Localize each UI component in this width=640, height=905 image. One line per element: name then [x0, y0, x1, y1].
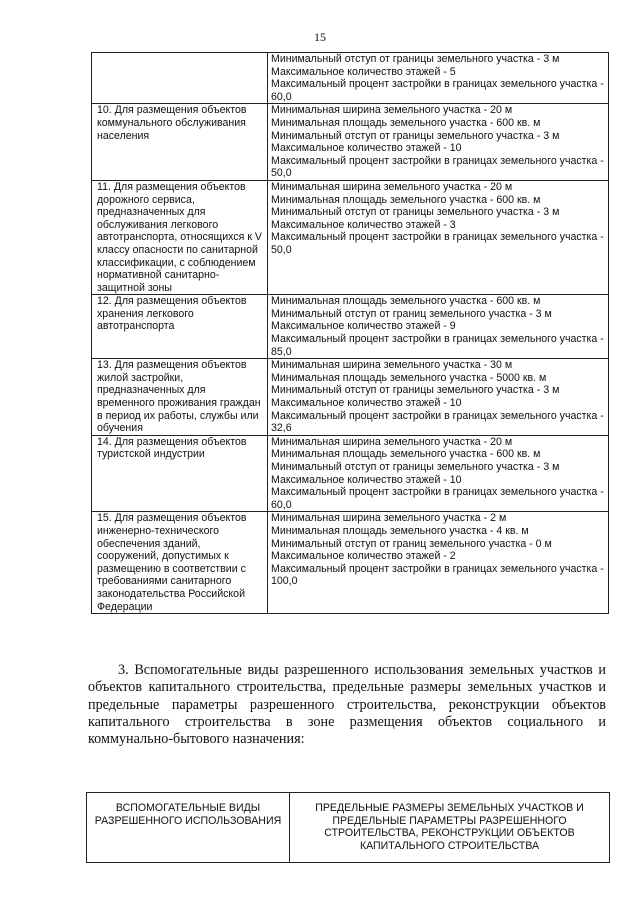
category-cell — [92, 180, 268, 294]
parameter-line: Максимальный процент застройки в границах земельного участка - 50,0 — [271, 154, 604, 180]
table-row — [92, 512, 609, 614]
parameter-line: Максимальный процент застройки в границах земельного участка - 85,0 — [271, 333, 604, 358]
category-text: 12. Для размещения объектов хранения легкового автотранспорта — [97, 295, 247, 333]
parameter-line: Минимальная ширина земельного участка - 20 м — [271, 104, 513, 117]
parameters-cell — [268, 180, 609, 294]
auxiliary-uses-header-table — [86, 792, 610, 863]
category-cell — [92, 512, 268, 614]
parameter-line: Максимальное количество этажей - 2 — [271, 550, 456, 563]
parameter-line: Минимальный отступ от границы земельного участка - 3 м — [271, 129, 560, 142]
page-number: 15 — [314, 30, 326, 44]
header-row — [87, 793, 610, 863]
parameter-line: Минимальная площадь земельного участка - 600 кв. м — [271, 448, 541, 461]
parameter-line: Минимальная площадь земельного участка - 600 кв. м — [271, 193, 541, 206]
parameter-line: Минимальная ширина земельного участка - 20 м — [271, 435, 513, 448]
table-row-continued — [92, 53, 609, 104]
category-cell — [92, 295, 268, 359]
parameter-line: Минимальный отступ от границ земельного участка - 3 м — [271, 307, 552, 320]
parameter-line: Минимальный отступ от границы земельного участка - 3 м — [271, 384, 560, 397]
parameter-line: Максимальный процент застройки в границах земельного участка - 32,6 — [271, 409, 604, 435]
parameter-line: Максимальное количество этажей - 10 — [271, 473, 462, 486]
table-row — [92, 359, 609, 436]
section-3-paragraph: 3. Вспомогательные виды разрешенного использования земельных участков и объектов капитального строительства, предельные размеры земельных участков и предельные параметры разрешенного строительства, реконструкции объектов капитального строительства в зоне размещения объектов социального и коммунально-бытового назначения: — [88, 662, 606, 748]
parameter-line: Максимальное количество этажей - 9 — [271, 320, 456, 333]
parameter-line: Максимальный процент застройки в границах земельного участка - 60,0 — [271, 78, 604, 103]
parameters-cell — [268, 295, 609, 359]
parameter-line: Минимальная ширина земельного участка - 30 м — [271, 359, 513, 372]
category-text: 14. Для размещения объектов туристской индустрии — [97, 435, 247, 461]
parameters-cell — [268, 104, 609, 181]
table-row — [92, 180, 609, 294]
header-limit-parameters: ПРЕДЕЛЬНЫЕ РАЗМЕРЫ ЗЕМЕЛЬНЫХ УЧАСТКОВ И ПРЕДЕЛЬНЫЕ ПАРАМЕТРЫ РАЗРЕШЕННОГО СТРОИТЕЛЬСТВА, РЕКОНСТРУКЦИИ ОБЪЕКТОВ КАПИТАЛЬНОГО СТРОИТЕЛЬСТВА — [290, 793, 610, 863]
parameter-line: Минимальная ширина земельного участка - 20 м — [271, 180, 513, 193]
parameter-line: Минимальная площадь земельного участка - 4 кв. м — [271, 524, 529, 537]
category-cell — [92, 359, 268, 436]
parameter-line: Минимальная ширина земельного участка - 2 м — [271, 512, 507, 525]
header-auxiliary-uses: ВСПОМОГАТЕЛЬНЫЕ ВИДЫ РАЗРЕШЕННОГО ИСПОЛЬЗОВАНИЯ — [87, 793, 290, 863]
land-use-parameters-table — [91, 52, 609, 614]
table-row — [92, 435, 609, 512]
parameter-line: Минимальная площадь земельного участка - 600 кв. м — [271, 295, 541, 308]
spacer — [271, 269, 606, 282]
spacer — [271, 282, 606, 295]
table-row — [92, 104, 609, 181]
parameter-line: Минимальный отступ от границы земельного участка - 3 м — [271, 461, 560, 473]
parameter-line: Минимальный отступ от границы земельного участка - 3 м — [271, 53, 560, 65]
parameter-line: Минимальная площадь земельного участка - 600 кв. м — [271, 116, 541, 129]
spacer — [271, 257, 606, 270]
parameter-line: Минимальный отступ от границы земельного участка - 3 м — [271, 206, 560, 219]
category-text: 10. Для размещения объектов коммунального обслуживания населения — [97, 104, 247, 142]
parameter-line: Минимальный отступ от границ земельного участка - 0 м — [271, 537, 552, 550]
category-cell — [92, 104, 268, 181]
category-text: 15. Для размещения объектов инженерно-технического обеспечения зданий, сооружений, допустимых к размещению в соответствии с требованиями санитарного законодательства Российской Федерации — [97, 512, 247, 613]
parameter-line: Максимальное количество этажей - 5 — [271, 65, 456, 78]
parameter-line: Минимальная площадь земельного участка - 5000 кв. м — [271, 371, 547, 384]
table-row — [92, 295, 609, 359]
parameters-cell — [268, 359, 609, 436]
parameters-cell — [268, 435, 609, 512]
parameter-line: Максимальное количество этажей - 10 — [271, 397, 462, 410]
parameters-cell — [268, 53, 609, 104]
parameter-line: Максимальный процент застройки в границах земельного участка - 100,0 — [271, 562, 604, 588]
category-cell — [92, 435, 268, 512]
category-cell-empty — [92, 53, 268, 104]
category-text: 11. Для размещения объектов дорожного сервиса, предназначенных для обслуживания легкового автотранспорта, относящихся к V классу опасности по санитарной классификации, с соблюдением нормативной санитарно-защитной зоны — [97, 180, 262, 294]
parameter-line: Максимальный процент застройки в границах земельного участка - 60,0 — [271, 486, 604, 511]
category-text: 13. Для размещения объектов жилой застройки, предназначенных для временного проживания граждан в период их работы, службы или обучения — [97, 359, 261, 435]
parameter-line: Максимальный процент застройки в границах земельного участка - 50,0 — [271, 231, 604, 256]
parameter-line: Максимальное количество этажей - 3 — [271, 218, 456, 231]
parameters-table-body — [92, 53, 609, 614]
parameters-cell — [268, 512, 609, 614]
parameter-line: Максимальное количество этажей - 10 — [271, 142, 462, 155]
